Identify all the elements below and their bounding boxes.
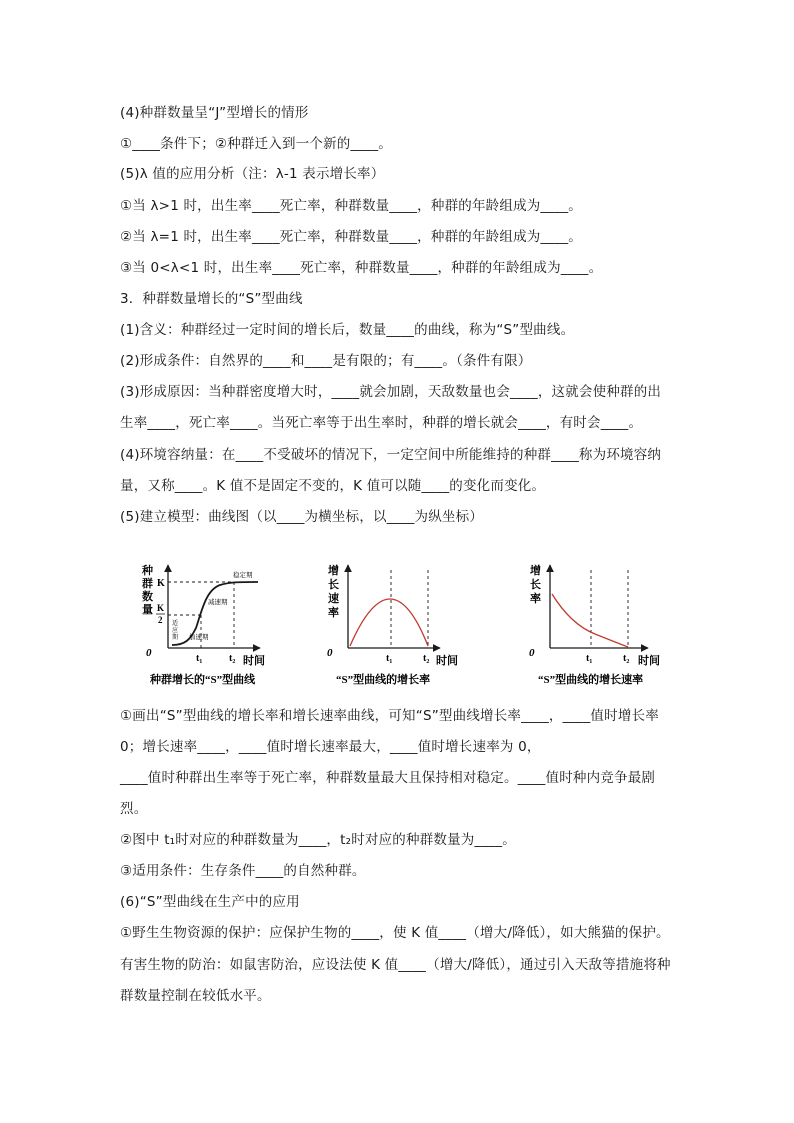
fig3-ylabel-1: 增	[530, 565, 541, 577]
line-formation-conditions: (2)形成条件：自然界的____和____是有限的；有____。（条件有限）	[120, 353, 532, 369]
fig1-t2: t₂	[229, 653, 236, 664]
fig2-ylabel-1: 增	[328, 565, 339, 577]
fig1-ylabel-3: 数	[142, 591, 153, 603]
fig1-k-half-den: 2	[158, 615, 163, 625]
fig2-ylabel-2: 长	[328, 579, 339, 591]
line-lambda-heading: (5)λ 值的应用分析（注：λ-1 表示增长率）	[120, 166, 385, 182]
line-application-heading: (6)“S”型曲线在生产中的应用	[120, 894, 300, 910]
line-model-heading: (5)建立模型：曲线图（以____为横坐标，以____为纵坐标）	[120, 509, 484, 525]
line-application-1: ①野生生物资源的保护：应保护生物的____，使 K 值____（增大/降低），如大熊猫的保护。	[120, 925, 670, 941]
line-q1-part1: ①画出“S”型曲线的增长率和增长速率曲线，可知“S”型曲线增长率____，____值时增长率	[120, 708, 659, 724]
line-carrying-capacity-1: (4)环境容纳量：在____不受破坏的情况下，一定空间中所能维持的种群____称为环境容纳	[120, 447, 662, 463]
fig1-ylabel-4: 量	[142, 604, 153, 616]
line-q1-part2: 0；增长速率____，____值时增长速率最大，____值时增长速率为 0，	[120, 739, 541, 755]
line-application-2: 有害生物的防治：如鼠害防治，应设法使 K 值____（增大/降低），通过引入天敌等措施将种	[120, 957, 671, 973]
fig3-t2: t₂	[623, 653, 630, 664]
figure-s-population-curve	[141, 563, 265, 686]
fig3-ylabel-3: 率	[530, 593, 541, 605]
s-curve-figures	[140, 560, 680, 690]
fig1-origin: 0	[146, 647, 152, 659]
line-j-curve-heading: (4)种群数量呈“J”型增长的情形	[120, 105, 309, 121]
fig1-lag-label-2: 应	[172, 628, 179, 634]
fig2-ylabel-3: 速	[328, 593, 339, 605]
fig1-lag-label-3: 期	[172, 635, 179, 641]
figure-s-growth-rate	[327, 563, 458, 686]
line-formation-reason-1: (3)形成原因：当种群密度增大时，____就会加剧，天敌数量也会____，这就会使种群的出	[120, 384, 662, 400]
fig1-stable-label: 稳定期	[233, 572, 253, 579]
line-formation-reason-2: 生率____，死亡率____。当死亡率等于出生率时，种群的增长就会____，有时会____。	[120, 415, 643, 431]
fig1-k-label: K	[157, 578, 165, 589]
fig2-ylabel-4: 率	[328, 607, 339, 619]
line-q1-part4: 烈。	[120, 801, 148, 817]
fig1-ylabel-1: 种	[142, 565, 153, 577]
line-s-curve-heading: 3．种群数量增长的“S”型曲线	[120, 291, 303, 307]
fig1-xlabel: 时间	[243, 655, 265, 667]
line-q3: ③适用条件：生存条件____的自然种群。	[120, 863, 366, 879]
figure-s-decreasing-rate	[529, 563, 660, 686]
fig1-k-half-num: K	[157, 603, 165, 613]
line-lambda-gt1: ①当 λ>1 时，出生率____死亡率，种群数量____，种群的年龄组成为____。	[120, 198, 582, 214]
fig1-ylabel-2: 群	[142, 578, 153, 590]
fig1-s-curve	[172, 582, 258, 645]
fig2-origin: 0	[327, 647, 333, 659]
fig3-xlabel: 时间	[638, 655, 660, 667]
fig2-hump-curve	[350, 599, 428, 646]
fig1-decel-label: 减速期	[208, 599, 228, 606]
fig1-caption: 种群增长的“S”型曲线	[150, 674, 256, 686]
line-carrying-capacity-2: 量，又称____。K 值不是固定不变的，K 值可以随____的变化而变化。	[120, 478, 546, 494]
fig3-decreasing-curve	[552, 594, 628, 647]
fig3-caption: “S”型曲线的增长速率	[538, 674, 644, 686]
fig1-accel-label: 加速期	[189, 634, 209, 641]
fig2-t1: t₁	[386, 653, 393, 664]
line-meaning: (1)含义：种群经过一定时间的增长后，数量____的曲线，称为“S”型曲线。	[120, 322, 575, 338]
line-j-curve-conditions: ①____条件下；②种群迁入到一个新的____。	[120, 136, 393, 152]
line-lambda-lt1: ③当 0<λ<1 时，出生率____死亡率，种群数量____，种群的年龄组成为____。	[120, 260, 603, 276]
line-q1-part3: ____值时种群出生率等于死亡率，种群数量最大且保持相对稳定。____值时种内竞争最剧	[120, 770, 656, 786]
fig1-lag-label-1: 适	[172, 621, 179, 627]
fig2-xlabel: 时间	[436, 655, 458, 667]
fig1-t1: t₁	[196, 653, 203, 664]
line-q2: ②图中 t₁时对应的种群数量为____，t₂时对应的种群数量为____。	[120, 832, 517, 848]
fig3-ylabel-2: 长	[530, 579, 541, 591]
line-application-3: 群数量控制在较低水平。	[120, 988, 271, 1004]
fig2-t2: t₂	[423, 653, 430, 664]
fig3-t1: t₁	[586, 653, 593, 664]
line-lambda-eq1: ②当 λ=1 时，出生率____死亡率，种群数量____，种群的年龄组成为____。	[120, 229, 582, 245]
fig2-caption: “S”型曲线的增长率	[336, 674, 431, 686]
fig3-origin: 0	[529, 647, 535, 659]
